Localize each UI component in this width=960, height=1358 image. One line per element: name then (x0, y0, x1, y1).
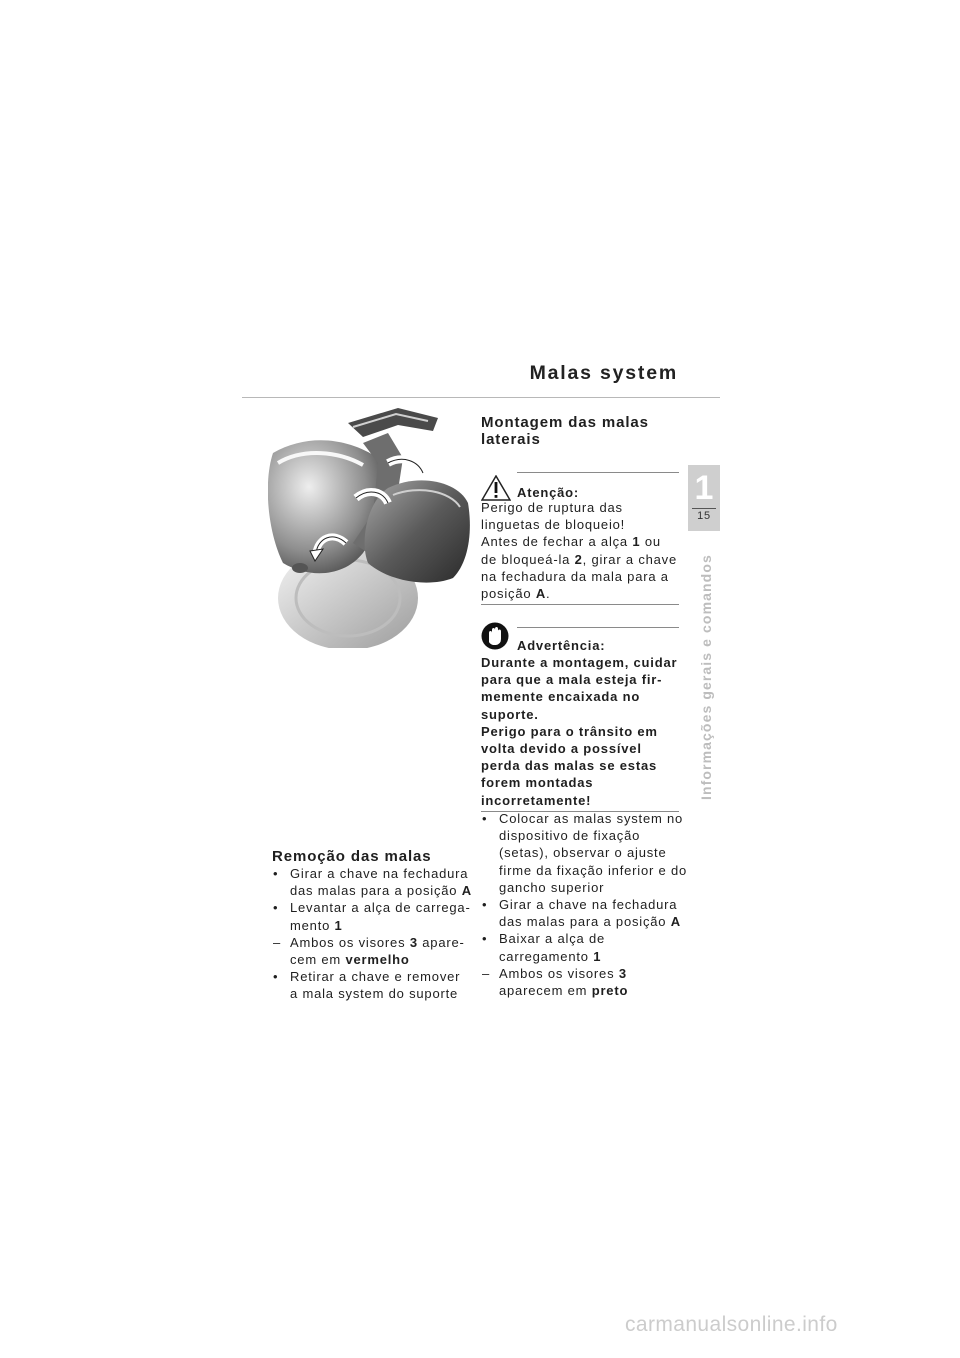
attention-title: Atenção: (517, 485, 580, 500)
page-number: 15 (697, 510, 711, 522)
list-item: • Baixar a alça de carregamento 1 (482, 931, 606, 964)
list-item: • Levantar a alça de carrega-mento 1 (273, 900, 471, 933)
title-divider (242, 397, 720, 398)
removal-heading: Remoção das malas (272, 848, 432, 865)
watermark: carmanualsonline.info (625, 1313, 838, 1336)
page-title: Malas system (529, 362, 678, 384)
warning-triangle-icon (481, 475, 511, 501)
list-item: • Colocar as malas system no dispositivo de fixação (setas), observar o ajuste firme da fixação inferior e do gancho superior (482, 811, 688, 895)
notice-divider (517, 472, 679, 473)
attention-notice (481, 472, 679, 605)
attention-text-2: Antes de fechar a alça 1 ou de bloqueá-la 2, girar a chave na fechadura da mala para a posição A. (481, 534, 678, 602)
list-item: • Girar a chave na fechadura das malas para a posição A (273, 866, 472, 899)
stop-hand-icon (481, 622, 509, 650)
removal-steps (272, 865, 472, 1003)
chapter-divider (692, 508, 716, 509)
mounting-heading: Montagem das malas laterais (481, 414, 649, 448)
list-item: – Ambos os visores 3 apare-cem em vermelho (273, 934, 465, 968)
chapter-side-label: Informações gerais e comandos (698, 554, 714, 800)
warning-notice (481, 627, 679, 812)
mounting-steps (481, 810, 691, 999)
warning-title: Advertência: (517, 638, 606, 653)
warning-text-1: Durante a montagem, cuidar para que a mala esteja fir-memente encaixada no suporte. (481, 655, 678, 722)
attention-text-1: Perigo de ruptura das linguetas de bloqueio! (481, 500, 626, 533)
chapter-number: 1 (694, 469, 714, 507)
list-item: • Girar a chave na fechadura das malas para a posição A (482, 897, 681, 930)
removal-section (272, 848, 472, 1003)
notice-divider (481, 604, 679, 605)
motorcycle-side-case-icon (268, 403, 473, 648)
list-item: • Retirar a chave e remover a mala system do suporte (273, 969, 461, 1002)
list-item: – Ambos os visores 3 aparecem em preto (482, 965, 629, 999)
warning-text-2: Perigo para o trânsito em volta devido a possível perda das malas se estas forem montadas incorretamente! (481, 723, 658, 808)
